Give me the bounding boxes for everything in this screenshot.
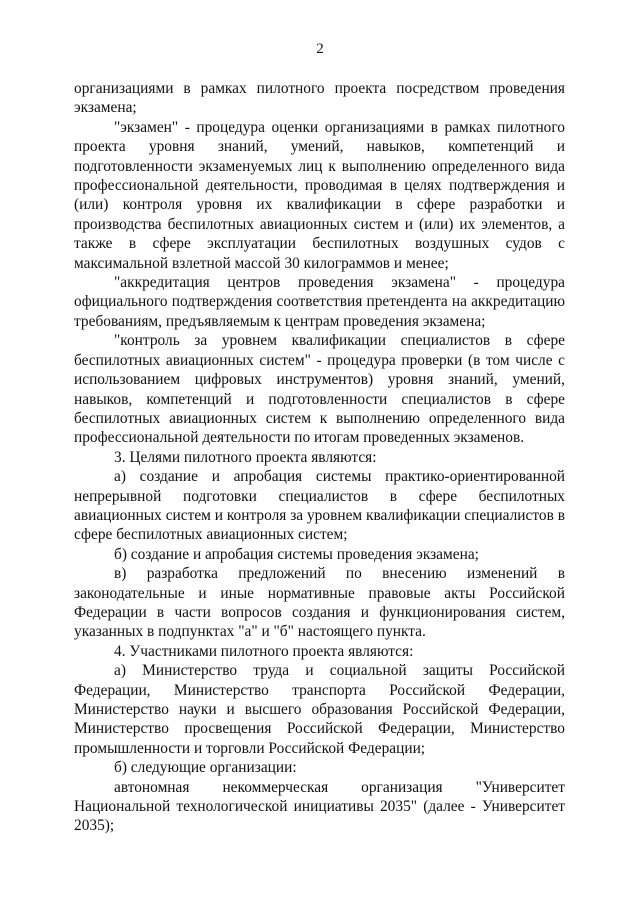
page-number: 2 bbox=[316, 41, 324, 57]
document-body bbox=[74, 79, 565, 836]
paragraph-accreditation-definition: "аккредитация центров проведения экзамена" - процедура официального подтверждения соответствия претендента на аккредитацию требованиям, предъявляемым к центрам проведения экзамена; bbox=[74, 274, 565, 330]
paragraph-exam-continuation: организациями в рамках пилотного проекта посредством проведения экзамена; bbox=[74, 80, 565, 117]
paragraph-goal-a: а) создание и апробация системы практико-ориентированной непрерывной подготовки специалистов в сфере беспилотных авиационных систем и контроля за уровнем квалификации специалистов в сфере беспилотных авиационных систем; bbox=[74, 468, 565, 544]
paragraph-university-2035: автономная некоммерческая организация "Университет Национальной технологической инициативы 2035" (далее - Университет 2035); bbox=[74, 778, 565, 835]
paragraph-goal-b: б) создание и апробация системы проведения экзамена; bbox=[114, 545, 479, 563]
paragraph-goals-heading: 3. Целями пилотного проекта являются: bbox=[114, 448, 377, 466]
paragraph-participants-b: б) следующие организации: bbox=[114, 759, 297, 777]
paragraph-goal-c: в) разработка предложений по внесению изменений в законодательные и иные нормативные правовые акты Российской Федерации в части вопросов создания и функционирования систем, указанных в подпунктах "а" и "б" настоящего пункта. bbox=[74, 565, 565, 641]
paragraph-exam-definition: "экзамен" - процедура оценки организациями в рамках пилотного проекта уровня знаний, умений, навыков, компетенций и подготовленности экзаменуемых лиц к выполнению определенного вида профессиональной деятельности, проводимая в целях подтверждения и (или) контроля уровня их квалификации в сфере разработки и производства беспилотных авиационных систем и (или) их элементов, а также в сфере эксплуатации беспилотных воздушных судов с максимальной взлетной массой 30 килограммов и менее; bbox=[74, 118, 565, 272]
paragraph-participants-a: а) Министерство труда и социальной защиты Российской Федерации, Министерство транспорта Российской Федерации, Министерство науки и высшего образования Российской Федерации, Министерство просвещения Российской Федерации, Министерство промышленности и торговли Российской Федерации; bbox=[74, 662, 565, 757]
paragraph-control-definition: "контроль за уровнем квалификации специалистов в сфере беспилотных авиационных систем" - процедура проверки (в том числе с использованием цифровых инструментов) уровня знаний, умений, навыков, компетенций и подготовленности специалистов в сфере беспилотных авиационных систем к выполнению определенного вида профессиональной деятельности по итогам проведенных экзаменов. bbox=[74, 332, 565, 447]
paragraph-participants-heading: 4. Участниками пилотного проекта являются: bbox=[114, 642, 414, 660]
